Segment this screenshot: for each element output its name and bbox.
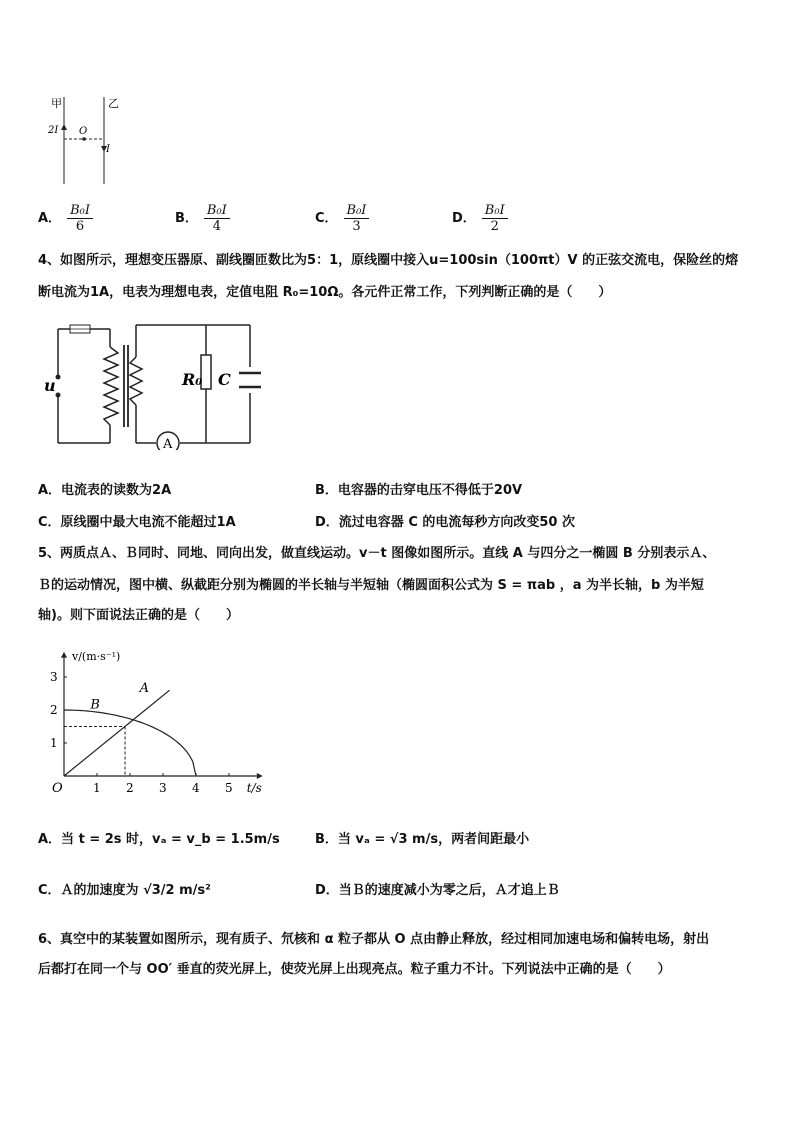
q3-option-a: A． $\frac{\text{B₀I}}{6}$ [38, 203, 93, 234]
x-tick-label: 3 [159, 781, 167, 795]
label-yi: 乙 [108, 97, 119, 110]
label-i: I [106, 144, 110, 155]
x-tick-label: 2 [126, 781, 134, 795]
source-terminal-bottom [56, 393, 61, 398]
y-tick-label: 3 [50, 670, 58, 684]
q5-option-a: A．当 t = 2s 时，vₐ = v_b = 1.5m/s [38, 832, 280, 847]
label-u: u [44, 376, 56, 395]
label-jia: 甲 [51, 97, 62, 110]
q5-text-line-1: 5、两质点Ａ、Ｂ同时、同地、同向出发，做直线运动。v－t 图像如图所示。直线 A 与四分之一椭圆 B 分别表示Ａ、 [38, 546, 716, 561]
q4-option-c: C．原线圈中最大电流不能超过1A [38, 515, 236, 530]
y-tick-label: 2 [50, 703, 58, 717]
q4-option-d: D．流过电容器 C 的电流每秒方向改变50 次 [315, 515, 576, 530]
resistor-r0-icon [201, 355, 211, 389]
q6-text-line-1: 6、真空中的某装置如图所示，现有质子、氘核和 α 粒子都从 O 点由静止释放，经过相同加速电场和偏转电场，射出 [38, 932, 710, 947]
q3-option-b: B． $\frac{\text{B₀I}}{4}$ [175, 203, 230, 234]
q4-text-line-1: 4、如图所示，理想变压器原、副线圈匝数比为5：1，原线圈中接入u=100sin（100πt）V 的正弦交流电，保险丝的熔 [38, 253, 739, 268]
x-tick-label: 5 [225, 781, 233, 795]
q3-option-c: C． $\frac{\text{B₀I}}{3}$ [315, 203, 369, 234]
q4-circuit-figure [40, 315, 265, 450]
x-tick-label: 1 [93, 781, 101, 795]
label-2i: 2I [48, 125, 59, 136]
secondary-coil-icon [130, 357, 142, 405]
series-b-curve [64, 710, 196, 776]
arrow-up-icon [61, 124, 67, 130]
primary-coil-icon [104, 347, 118, 425]
label-c: C [218, 370, 231, 389]
q6-text-line-2: 后都打在同一个与 OO′ 垂直的荧光屏上，使荧光屏上出现亮点。粒子重力不计。下列说法中正确的是（ ） [38, 962, 671, 977]
label-ammeter: A [163, 437, 173, 450]
q5-option-b: B．当 vₐ = √3 m/s，两者间距最小 [315, 832, 530, 847]
q4-option-a: A．电流表的读数为2A [38, 483, 172, 498]
origin-label: O [52, 781, 63, 796]
label-o: O [79, 126, 88, 137]
q3-wire-figure [40, 92, 140, 187]
q5-text-line-2: Ｂ的运动情况，图中横、纵截距分别为椭圆的半长轴与半短轴（椭圆面积公式为 S = πab ，a 为半长轴，b 为半短 [38, 578, 704, 593]
x-tick-label: 4 [192, 781, 200, 795]
series-a-line [64, 690, 170, 776]
point-o [82, 137, 86, 141]
x-axis-arrow-icon [257, 773, 263, 779]
label-r0: R₀ [182, 370, 203, 389]
y-axis-label: v/(m·s⁻¹) [72, 649, 121, 663]
q5-option-d: D．当Ｂ的速度减小为零之后，Ａ才追上Ｂ [315, 883, 560, 898]
q4-text-line-2: 断电流为1A，电表为理想电表，定值电阻 R₀=10Ω。各元件正常工作，下列判断正确的是（ ） [38, 285, 612, 300]
y-axis-arrow-icon [61, 652, 67, 658]
source-terminal-top [56, 375, 61, 380]
q5-text-line-3: 轴)。则下面说法正确的是（ ） [38, 608, 239, 623]
series-b-label: B [90, 697, 100, 713]
q3-option-d: D． $\frac{\text{B₀I}}{2}$ [452, 203, 508, 234]
q4-option-b: B．电容器的击穿电压不得低于20V [315, 483, 523, 498]
q5-vt-chart [38, 628, 278, 803]
series-a-label: A [139, 681, 149, 697]
y-tick-label: 1 [50, 736, 58, 750]
x-axis-label: t/s [246, 781, 262, 795]
q5-option-c: C．Ａ的加速度为 √3/2 m/s² [38, 883, 211, 898]
